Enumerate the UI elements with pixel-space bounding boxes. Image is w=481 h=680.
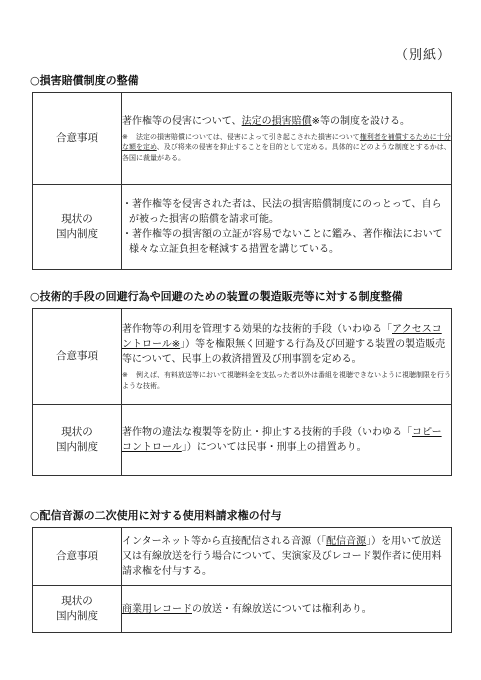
current-system-cell (122, 405, 452, 476)
section-title-tpm: ○技術的手段の回避行為や回避のための装置の製造販売等に対する制度整備 (30, 290, 403, 303)
agreement-cell (122, 309, 452, 405)
agreement-text: 著作物等の利用を管理する効果的な技術的手段（いわゆる「アクセスコントロール※」）等を権限無く回避する行為及び回避する装置の製造販売等について、民事上の救済措置及び刑事罰を定める。 (122, 324, 446, 366)
current-system-label: 現状の 国内制度 (33, 405, 122, 476)
agreement-text: インターネット等から直接配信される音源（「配信音源」）を用いて放送又は有線放送を行う場合について、実演家及びレコード製作者に使用料請求権を付与する。 (122, 536, 442, 577)
current-system-cell (122, 586, 452, 633)
agreement-cell (122, 93, 452, 185)
agreement-note: ※ 法定の損害賠償については、侵害によって引き起こされた損害について権利者を補償するために十分な額を定め、及び将来の侵害を抑止することを目的として定める。具体的にどのような制度とするかは、各国に裁量がある。 (122, 133, 451, 162)
agreement-label: 合意事項 (33, 309, 122, 405)
agreement-label: 合意事項 (33, 93, 122, 185)
agreement-label: 合意事項 (33, 528, 122, 586)
current-system-cell (122, 185, 452, 270)
section-title-streaming: ○配信音源の二次使用に対する使用料請求権の付与 (30, 509, 282, 522)
current-system-label: 現状の 国内制度 (33, 185, 122, 270)
annex-label: （別紙） (394, 48, 451, 63)
section-title-damages: ○損害賠償制度の整備 (30, 74, 139, 87)
current-system-text: 商業用レコードの放送・有線放送については権利あり。 (122, 603, 372, 615)
current-system-line: ・著作権等の損害額の立証が容易でないことに鑑み、著作権法において様々な立証負担を軽減する措置を講じている。 (122, 229, 443, 255)
streaming-table (32, 527, 452, 633)
agreement-cell (122, 528, 452, 586)
damages-table (32, 92, 452, 270)
current-system-text: 著作物の違法な複製等を防止・抑止する技術的手段（いわゆる「コピーコントロール」）については民事・刑事上の措置あり。 (122, 427, 442, 453)
current-system-label: 現状の 国内制度 (33, 586, 122, 633)
agreement-text: 著作権等の侵害について、法定の損害賠償※等の制度を設ける。 (122, 116, 410, 128)
tpm-table (32, 308, 452, 476)
agreement-note: ※ 例えば、有料放送等において視聴料金を支払った者以外は番組を視聴できないように視聴制限を行うような技術。 (122, 371, 451, 390)
current-system-line: ・著作権等を侵害された者は、民法の損害賠償制度にのっとって、自らが被った損害の賠償を請求可能。 (122, 199, 442, 225)
